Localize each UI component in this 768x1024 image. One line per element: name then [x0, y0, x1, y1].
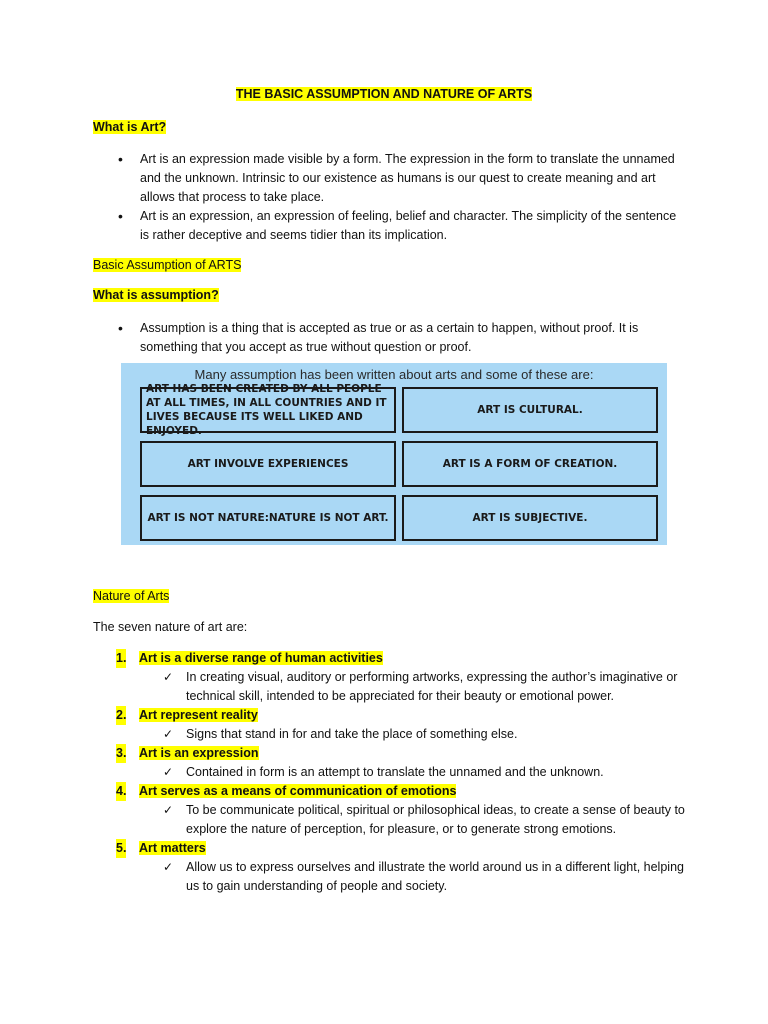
checkmark-icon: ✓	[163, 765, 174, 779]
document-title: THE BASIC ASSUMPTION AND NATURE OF ARTS	[235, 87, 533, 101]
what-is-assumption-bullets	[118, 319, 678, 357]
section-heading-what-is-art: What is Art?	[93, 120, 167, 134]
list-item: 5. Art matters ✓ Allow us to express ourselves and illustrate the world around us in a different light, helping us to gain understanding of people and society.	[116, 841, 684, 893]
checkmark-icon: ✓	[163, 860, 174, 874]
what-is-art-bullets	[118, 150, 678, 245]
assumption-cell: ART IS SUBJECTIVE.	[402, 495, 658, 541]
nature-intro: The seven nature of art are:	[93, 620, 248, 634]
bullet-dot-icon: •	[118, 151, 123, 167]
list-item: 1. Art is a diverse range of human activities ✓ In creating visual, auditory or performing artworks, expressing the author’s imaginative or technical skill, intended to be appreciated for their beauty or emotional power.	[116, 651, 678, 703]
assumption-cell: ART HAS BEEN CREATED BY ALL PEOPLE AT ALL TIMES, IN ALL COUNTRIES AND IT LIVES BECAUSE ITS WELL LIKED AND ENJOYED.	[140, 387, 396, 433]
list-item: • Art is an expression, an expression of feeling, belief and character. The simplicity of the sentence is rather deceptive and seems tidier than its implication.	[118, 208, 677, 242]
checkmark-icon: ✓	[163, 727, 174, 741]
assumptions-graphic	[121, 363, 667, 545]
list-item: 2. Art represent reality ✓ Signs that stand in for and take the place of something else.	[93, 706, 693, 744]
checkmark-icon: ✓	[163, 803, 174, 817]
list-item: • Assumption is a thing that is accepted as true or as a certain to happen, without proof. It is something that you accept as true without question or proof.	[118, 320, 639, 354]
nature-list	[93, 649, 693, 896]
assumption-cell: ART IS A FORM OF CREATION.	[402, 441, 658, 487]
list-item: 4. Art serves as a means of communication of emotions ✓ To be communicate political, spiritual or philosophical ideas, to create a sense of beauty to explore the nature of perception, for pleasure, or to generate strong emotions.	[116, 784, 685, 836]
list-item: • Art is an expression made visible by a form. The expression in the form to translate the unnamed and the unknown. Intrinsic to our existence as humans is our quest to create meaning and art allows that process to take place.	[118, 151, 675, 204]
bullet-dot-icon: •	[118, 320, 123, 336]
section-heading-nature-of-arts: Nature of Arts	[93, 589, 170, 603]
section-heading-basic-assumption: Basic Assumption of ARTS	[93, 258, 242, 272]
list-item: 3. Art is an expression ✓ Contained in form is an attempt to translate the unnamed and the unknown.	[93, 744, 693, 782]
assumption-cell: ART INVOLVE EXPERIENCES	[140, 441, 396, 487]
section-heading-what-is-assumption: What is assumption?	[93, 288, 219, 302]
assumption-cell: ART IS NOT NATURE:NATURE IS NOT ART.	[140, 495, 396, 541]
assumption-cell: ART IS CULTURAL.	[402, 387, 658, 433]
assumptions-graphic-header: Many assumption has been written about arts and some of these are:	[194, 367, 594, 382]
checkmark-icon: ✓	[163, 670, 174, 684]
bullet-dot-icon: •	[118, 208, 123, 224]
